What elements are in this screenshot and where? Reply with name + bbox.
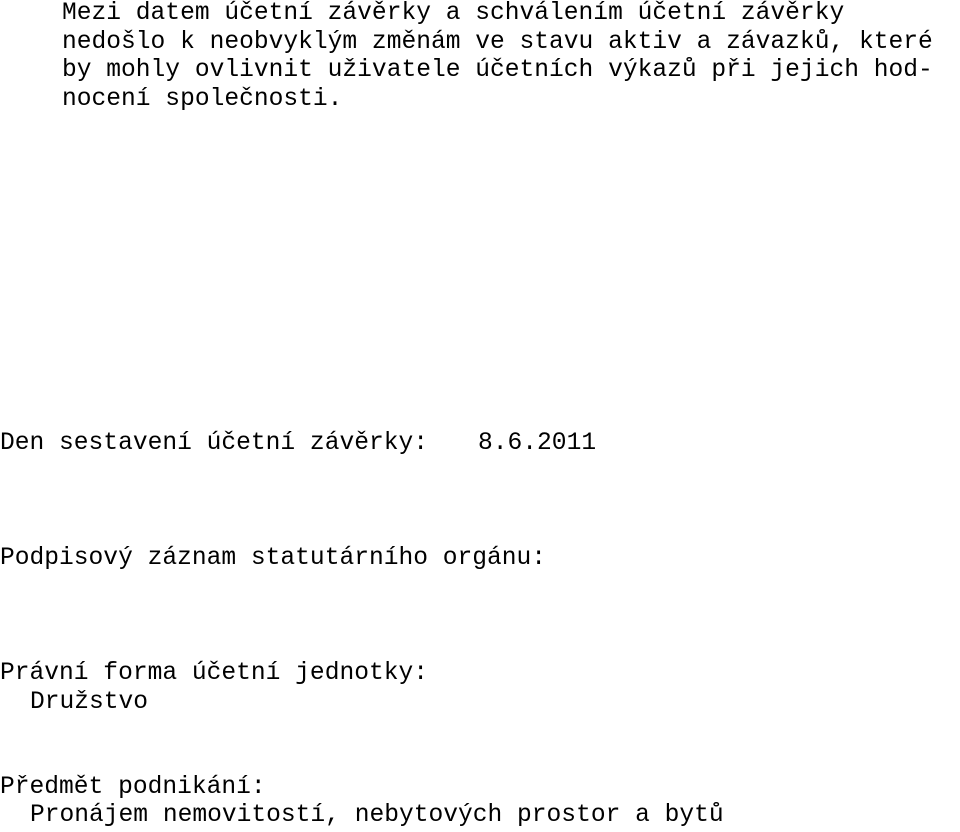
legal-form-label: Právní forma účetní jednotky: bbox=[0, 660, 429, 687]
intro-line-4: nocení společnosti. bbox=[62, 85, 343, 113]
business-subject-value: Pronájem nemovitostí, nebytových prostor a bytů bbox=[30, 802, 724, 829]
intro-line-1: Mezi datem účetní závěrky a schválením účetní závěrky bbox=[62, 0, 845, 27]
compilation-date-label: Den sestavení účetní závěrky: bbox=[0, 430, 429, 457]
compilation-date-row bbox=[0, 430, 596, 458]
business-subject-label: Předmět podnikání: bbox=[0, 774, 266, 801]
signature-label: Podpisový záznam statutárního orgánu: bbox=[0, 545, 547, 572]
legal-form-value: Družstvo bbox=[30, 689, 149, 716]
compilation-date-value: 8.6.2011 bbox=[478, 430, 597, 457]
intro-line-3: by mohly ovlivnit uživatele účetních výkazů při jejich hod- bbox=[62, 57, 933, 85]
intro-line-2: nedošlo k neobvyklým změnám ve stavu aktiv a závazků, které bbox=[62, 28, 933, 56]
intro-paragraph bbox=[62, 0, 933, 114]
